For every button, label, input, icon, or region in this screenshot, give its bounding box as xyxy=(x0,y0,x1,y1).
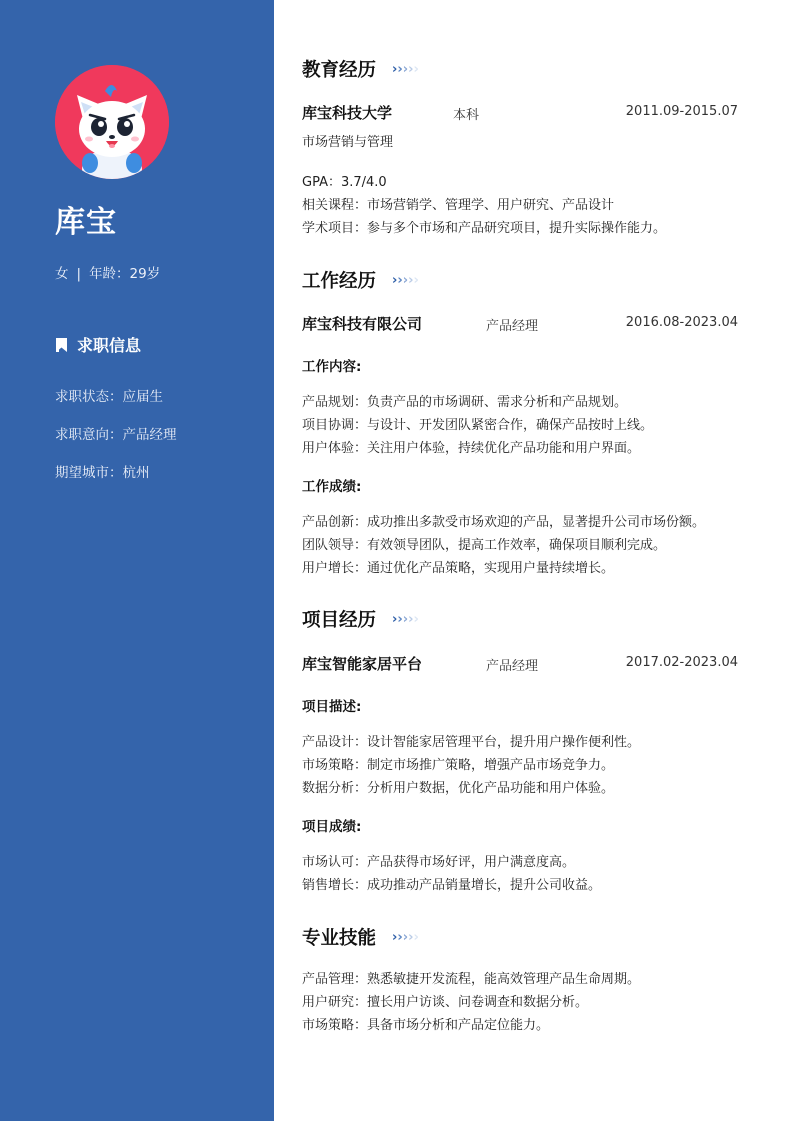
company-name: 库宝科技有限公司 xyxy=(302,315,423,333)
job-info-heading xyxy=(55,333,141,356)
cat-mascot-icon xyxy=(55,65,169,179)
skill-line: 产品管理：熟悉敏捷开发流程，能高效管理产品生命周期。 xyxy=(302,972,641,987)
project-results-heading: 项目成绩: xyxy=(302,819,362,835)
work-header-row xyxy=(302,313,738,333)
job-info-title: 求职信息 xyxy=(77,336,142,355)
school-name: 库宝科技大学 xyxy=(302,104,393,122)
project-desc-line: 产品设计：设计智能家居管理平台，提升用户操作便利性。 xyxy=(302,735,641,750)
work-content-line: 产品规划：负责产品的市场调研、需求分析和产品规划。 xyxy=(302,395,628,410)
basic-info xyxy=(55,262,160,282)
skills-section-title xyxy=(302,924,419,950)
work-result-line: 团队领导：有效领导团队，提高工作效率，确保项目顺利完成。 xyxy=(302,538,667,553)
education-title-text: 教育经历 xyxy=(302,60,377,81)
age: 年龄：29岁 xyxy=(89,266,161,282)
chevron-decoration-icon: › › › › › xyxy=(392,611,418,627)
education-line: GPA：3.7/4.0 xyxy=(302,175,387,190)
work-result-line: 产品创新：成功推出多款受市场欢迎的产品，显著提升公司市场份额。 xyxy=(302,515,706,530)
expected-city: 期望城市：杭州 xyxy=(55,465,150,481)
education-line: 学术项目：参与多个市场和产品研究项目，提升实际操作能力。 xyxy=(302,221,667,236)
degree: 本科 xyxy=(453,108,480,123)
bookmark-icon xyxy=(55,337,68,353)
work-title-text: 工作经历 xyxy=(302,271,377,292)
candidate-name: 库宝 xyxy=(55,205,117,240)
project-title-text: 项目经历 xyxy=(302,610,377,631)
work-content-heading: 工作内容: xyxy=(302,359,362,375)
project-desc-line: 数据分析：分析用户数据，优化产品功能和用户体验。 xyxy=(302,781,615,796)
sidebar xyxy=(0,0,274,1121)
work-section-title xyxy=(302,267,419,293)
work-content-line: 用户体验：关注用户体验，持续优化产品功能和用户界面。 xyxy=(302,441,641,456)
major: 市场营销与管理 xyxy=(302,135,394,150)
project-desc-line: 市场策略：制定市场推广策略，增强产品市场竞争力。 xyxy=(302,758,615,773)
skills-title-text: 专业技能 xyxy=(302,928,377,949)
job-status: 求职状态：应届生 xyxy=(55,389,163,405)
project-result-line: 市场认可：产品获得市场好评，用户满意度高。 xyxy=(302,855,576,870)
gender: 女 xyxy=(55,266,69,282)
skill-line: 用户研究：擅长用户访谈、问卷调查和数据分析。 xyxy=(302,995,589,1010)
chevron-decoration-icon: › › › › › xyxy=(392,929,418,945)
avatar xyxy=(55,65,169,179)
education-section-title xyxy=(302,56,419,82)
education-date: 2011.09-2015.07 xyxy=(625,104,738,119)
chevron-decoration-icon: › › › › › xyxy=(392,61,418,77)
project-name: 库宝智能家居平台 xyxy=(302,655,423,673)
work-role: 产品经理 xyxy=(486,319,539,334)
project-section-title xyxy=(302,606,419,632)
work-date: 2016.08-2023.04 xyxy=(625,315,738,330)
job-intent: 求职意向：产品经理 xyxy=(55,427,177,443)
project-role: 产品经理 xyxy=(486,659,539,674)
project-header-row xyxy=(302,653,738,673)
project-date: 2017.02-2023.04 xyxy=(625,655,738,670)
project-result-line: 销售增长：成功推动产品销量增长，提升公司收益。 xyxy=(302,878,602,893)
education-header-row xyxy=(302,102,738,122)
work-results-heading: 工作成绩: xyxy=(302,479,362,495)
work-content-line: 项目协调：与设计、开发团队紧密合作，确保产品按时上线。 xyxy=(302,418,654,433)
project-desc-heading: 项目描述: xyxy=(302,699,362,715)
info-separator: | xyxy=(76,266,82,282)
work-result-line: 用户增长：通过优化产品策略，实现用户量持续增长。 xyxy=(302,561,615,576)
education-line: 相关课程：市场营销学、管理学、用户研究、产品设计 xyxy=(302,198,615,213)
chevron-decoration-icon: › › › › › xyxy=(392,272,418,288)
skill-line: 市场策略：具备市场分析和产品定位能力。 xyxy=(302,1018,550,1033)
